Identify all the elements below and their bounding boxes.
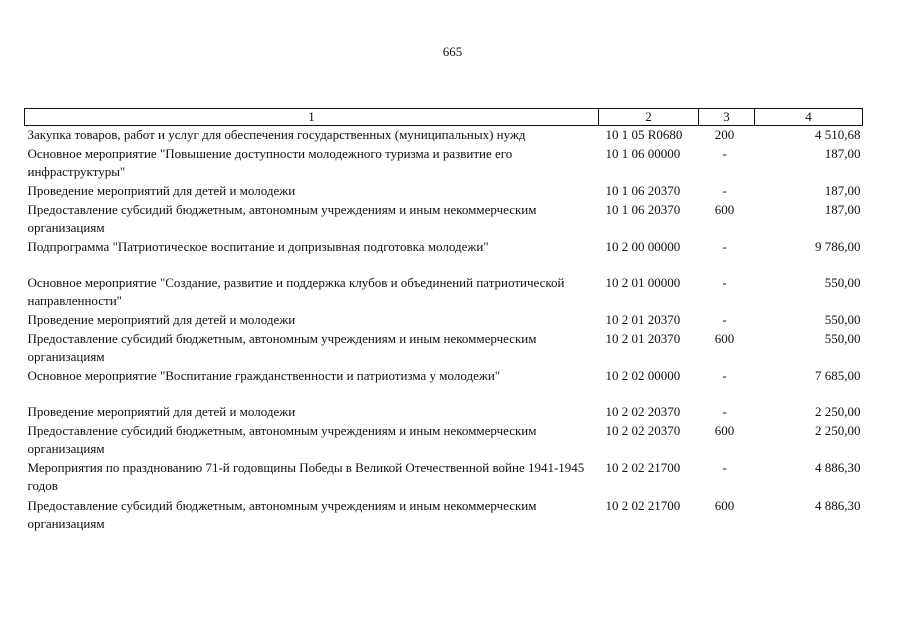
header-col-1: 1 — [25, 109, 599, 126]
row-expense-type: - — [722, 275, 727, 290]
row-amount: 550,00 — [824, 275, 861, 290]
table-row — [25, 201, 863, 238]
row-amount: 187,00 — [824, 183, 861, 198]
row-code: 10 1 05 R0680 — [605, 127, 683, 142]
row-expense-type: 200 — [714, 127, 735, 142]
row-amount: 187,00 — [824, 146, 861, 161]
row-expense-type: 600 — [714, 331, 735, 346]
row-expense-type: - — [722, 239, 727, 254]
row-name: Основное мероприятие "Создание, развитие и поддержка клубов и объединений патриотической направленности" — [27, 275, 565, 308]
row-code: 10 2 01 00000 — [605, 275, 681, 290]
row-code: 10 2 01 20370 — [605, 312, 681, 327]
row-code: 10 2 00 00000 — [605, 239, 681, 254]
row-expense-type: - — [722, 183, 727, 198]
table-row — [25, 311, 863, 330]
row-expense-type: 600 — [714, 498, 735, 513]
table-row — [25, 274, 863, 311]
table-row — [25, 126, 863, 146]
table-row — [25, 238, 863, 274]
header-col-3: 3 — [699, 109, 755, 126]
row-code: 10 2 02 00000 — [605, 368, 681, 383]
table-row — [25, 422, 863, 459]
row-amount: 550,00 — [824, 331, 861, 346]
row-code: 10 1 06 20370 — [605, 202, 681, 217]
row-code: 10 2 01 20370 — [605, 331, 681, 346]
row-amount: 4 886,30 — [815, 498, 861, 513]
table-row — [25, 330, 863, 367]
row-name: Мероприятия по празднованию 71-й годовщины Победы в Великой Отечественной войне 1941-1945 годов — [27, 460, 585, 493]
row-name: Подпрограмма "Патриотическое воспитание и допризывная подготовка молодежи" — [27, 239, 489, 254]
row-expense-type: 600 — [714, 202, 735, 217]
row-name: Предоставление субсидий бюджетным, автономным учреждениям и иным некоммерческим организациям — [27, 498, 537, 531]
table-row — [25, 459, 863, 497]
table-row — [25, 145, 863, 182]
row-expense-type: - — [722, 368, 727, 383]
row-expense-type: - — [722, 460, 727, 475]
row-name: Проведение мероприятий для детей и молодежи — [27, 183, 296, 198]
table-row — [25, 182, 863, 201]
row-expense-type: - — [722, 404, 727, 419]
row-expense-type: 600 — [714, 423, 735, 438]
row-code: 10 1 06 00000 — [605, 146, 681, 161]
table-row — [25, 497, 863, 534]
row-amount: 4 510,68 — [815, 127, 861, 142]
row-amount: 4 886,30 — [815, 460, 861, 475]
header-col-2: 2 — [599, 109, 699, 126]
header-col-4: 4 — [755, 109, 863, 126]
row-name: Проведение мероприятий для детей и молодежи — [27, 404, 296, 419]
row-name: Проведение мероприятий для детей и молодежи — [27, 312, 296, 327]
row-expense-type: - — [722, 146, 727, 161]
row-name: Основное мероприятие "Повышение доступности молодежного туризма и развитие его инфраструктуры" — [27, 146, 513, 179]
row-name: Предоставление субсидий бюджетным, автономным учреждениям и иным некоммерческим организациям — [27, 202, 537, 235]
budget-table — [24, 108, 863, 534]
row-amount: 2 250,00 — [815, 404, 861, 419]
row-amount: 187,00 — [824, 202, 861, 217]
row-expense-type: - — [722, 312, 727, 327]
row-code: 10 2 02 20370 — [605, 423, 681, 438]
row-amount: 7 685,00 — [815, 368, 861, 383]
row-name: Закупка товаров, работ и услуг для обеспечения государственных (муниципальных) нужд — [27, 127, 526, 142]
table-row — [25, 403, 863, 422]
row-name: Основное мероприятие "Воспитание гражданственности и патриотизма у молодежи" — [27, 368, 501, 383]
row-amount: 2 250,00 — [815, 423, 861, 438]
table-row — [25, 367, 863, 403]
row-name: Предоставление субсидий бюджетным, автономным учреждениям и иным некоммерческим организациям — [27, 331, 537, 364]
row-code: 10 2 02 20370 — [605, 404, 681, 419]
row-code: 10 2 02 21700 — [605, 460, 681, 475]
row-code: 10 1 06 20370 — [605, 183, 681, 198]
row-amount: 9 786,00 — [815, 239, 861, 254]
row-amount: 550,00 — [824, 312, 861, 327]
page-number: 665 — [442, 44, 463, 59]
row-name: Предоставление субсидий бюджетным, автономным учреждениям и иным некоммерческим организациям — [27, 423, 537, 456]
table-header-row — [25, 109, 863, 126]
row-code: 10 2 02 21700 — [605, 498, 681, 513]
